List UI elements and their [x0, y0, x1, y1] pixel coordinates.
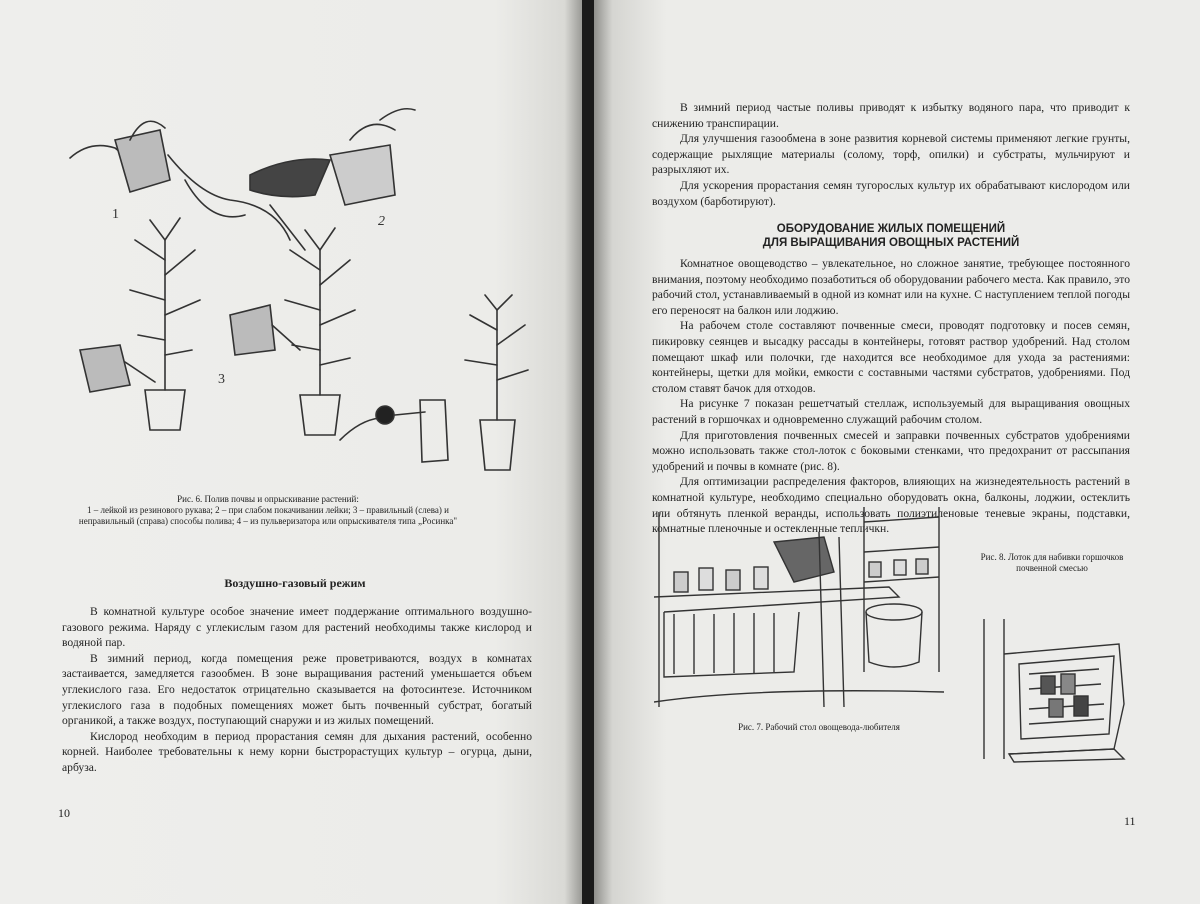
section-heading-line-1: ОБОРУДОВАНИЕ ЖИЛЫХ ПОМЕЩЕНИЙ: [776, 223, 1006, 235]
figure-6-illustration: [60, 100, 540, 485]
figure-6-caption: [78, 494, 458, 527]
right-top-paragraph-1: В зимний период частые поливы приводят к избытку водяного пара, что приводит к снижению транспирации.: [652, 101, 1130, 130]
left-paragraph-3: Кислород необходим в период прорастания семян для дыхания растений, особенно корней. Наиболее требовательны к нему корни быстрорастущих культур – огурца, дыни, арбуза.: [62, 729, 532, 774]
section-heading-air-gas: Воздушно-газовый режим: [224, 576, 366, 590]
book-gutter: [582, 0, 594, 904]
figure-8-illustration: [979, 614, 1129, 764]
figure-7-illustration: [654, 502, 954, 717]
right-top-text: [652, 100, 1130, 209]
right-section-text: [652, 256, 1130, 537]
left-paragraph-1: В комнатной культуре особое значение имеет поддержание оптимального воздушно-газового режима. Наряду с углекислым газом для растений необходимы также кислород и водяной пар.: [62, 605, 532, 650]
left-body-text: [62, 604, 532, 776]
left-paragraph-2: В зимний период, когда помещения реже проветриваются, воздух в комнатах застаивается, замедляется газообмен. В зоне выращивания растений уменьшается объем углекислого газа. Его недостаток отрицательно сказывается на фотосинтезе. Источником углекислого газа в подобных помещениях может быть почвенный субстрат, богатый органикой, а также воздух, поступающий снаружи и из жилых помещений.: [62, 651, 532, 728]
left-page-number: 10: [58, 806, 70, 820]
right-section-paragraph-3: На рисунке 7 показан решетчатый стеллаж, используемый для выращивания овощных растений в горшочках и одновременно служащий рабочим столом.: [652, 397, 1130, 426]
figure-6-label-3: 3: [218, 372, 225, 387]
right-page: [594, 0, 1200, 904]
figure-8-caption: Рис. 8. Лоток для набивки горшочков почвенной смесью: [980, 552, 1124, 573]
left-page: [0, 0, 582, 904]
section-heading-line-2: ДЛЯ ВЫРАЩИВАНИЯ ОВОЩНЫХ РАСТЕНИЙ: [762, 237, 1020, 249]
section-heading-equipment: [652, 222, 1130, 250]
figure-7-caption: Рис. 7. Рабочий стол овощевода-любителя: [738, 722, 900, 732]
right-section-paragraph-4: Для приготовления почвенных смесей и заправки почвенных субстратов удобрениями можно использовать также стол-лоток с боковыми стенками, что предохранит от рассыпания удобрений и почвы в комнате (рис. 8).: [652, 428, 1130, 473]
right-section-paragraph-1: Комнатное овощеводство – увлекательное, но сложное занятие, требующее постоянного внимания, поэтому необходимо позаботиться об оборудовании рабочего места. Как правило, это рабочий стол, устанавливаемый в одной из комнат или на кухне. С наступлением теплой погоды его переносят на балкон или лоджию.: [652, 257, 1130, 317]
figure-6-label-2: 2: [378, 214, 385, 229]
right-top-paragraph-2: Для улучшения газообмена в зоне развития корневой системы применяют легкие грунты, содержащие рыхлящие материалы (солому, торф, опилки) и субстраты, мульчируют и разрыхляют их.: [652, 132, 1130, 177]
figure-6-caption-body: 1 – лейкой из резинового рукава; 2 – при слабом покачивании лейки; 3 – правильный (слева) и неправильный (справа) способы полива; 4 – из пульверизатора или опрыскивателя типа „Росинка": [78, 505, 458, 526]
right-section-paragraph-2: На рабочем столе составляют почвенные смеси, проводят подготовку и посев семян, пикировку сеянцев и высадку рассады в контейнеры, готовят раствор удобрений. Над столом помещают шкаф или полочки, где находится все необходимое для ухода за растениями: контейнеры, щетки для мойки, емкости с составными частями субстратов, удобрениями. Под столом ставят бачок для отходов.: [652, 319, 1130, 395]
figure-6-caption-title: Рис. 6. Полив почвы и опрыскивание растений:: [177, 494, 359, 504]
figure-6-label-1: 1: [112, 207, 119, 222]
right-top-paragraph-3: Для ускорения прорастания семян тугорослых культур их обрабатывают кислородом или воздухом (барботируют).: [652, 178, 1130, 208]
right-section-paragraph-5: Для оптимизации распределения факторов, влияющих на жизнедеятельность растений в комнатной культуре, необходимо специально оборудовать окна, балконы, лоджии, остеклить или обтянуть пленкой веранды, использовать полиэтиленовые теневые экраны, подставки, комнатные пленочные и остекленные тепличкн.: [652, 475, 1130, 536]
right-page-number: 11: [1124, 814, 1136, 828]
